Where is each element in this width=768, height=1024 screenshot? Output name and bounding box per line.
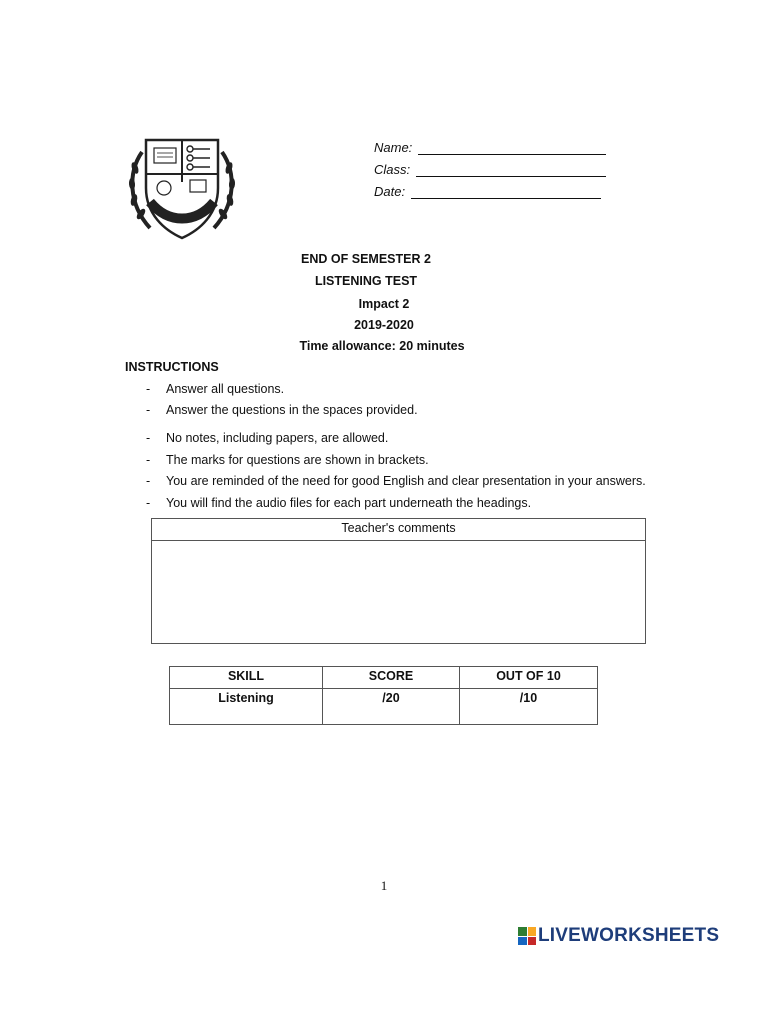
bullet-dash: - [146,431,151,445]
bullet-dash: - [146,403,151,417]
liveworksheets-text: LIVEWORKSHEETS [538,925,720,946]
instruction-text: Answer the questions in the spaces provided. [166,403,418,417]
table-row [170,689,598,725]
teacher-comments-area[interactable] [152,541,645,644]
bullet-dash: - [146,474,151,488]
liveworksheets-icon [518,927,536,945]
instruction-text: Answer all questions. [166,382,285,396]
title-semester: END OF SEMESTER 2 [301,252,431,266]
instruction-item [146,382,284,396]
instruction-item [146,496,531,510]
teacher-comments-box [151,518,646,644]
teacher-comments-header: Teacher's comments [152,519,645,541]
cell-skill: Listening [170,689,323,725]
liveworksheets-logo [518,925,719,947]
page-number: 1 [380,878,388,893]
bullet-dash: - [146,453,151,467]
cell-score[interactable]: /20 [323,689,460,725]
name-blank[interactable] [418,142,606,155]
name-field[interactable] [374,140,606,155]
header-skill: SKILL [170,667,323,689]
instruction-item [146,431,388,445]
date-blank[interactable] [411,186,601,199]
instruction-text: You will find the audio files for each part underneath the headings. [166,496,532,510]
class-blank[interactable] [416,164,606,177]
score-table [169,666,598,725]
instruction-item [146,453,429,467]
bullet-dash: - [146,496,151,510]
instruction-item [146,403,418,417]
bullet-dash: - [146,382,151,396]
instruction-text: You are reminded of the need for good English and clear presentation in your answers. [166,474,646,488]
cell-out-of-10[interactable]: /10 [460,689,598,725]
header-out-of-10: OUT OF 10 [460,667,598,689]
date-field[interactable] [374,184,601,199]
title-year: 2019-2020 [354,318,414,332]
class-field[interactable] [374,162,606,177]
school-crest-logo [124,132,240,244]
title-time: Time allowance: 20 minutes [299,339,465,353]
date-label: Date: [374,184,406,199]
instruction-text: The marks for questions are shown in brackets. [166,453,429,467]
class-label: Class: [374,162,411,177]
instruction-text: No notes, including papers, are allowed. [166,431,389,445]
header-score: SCORE [323,667,460,689]
score-table-header-row [170,667,598,689]
title-book: Impact 2 [358,297,410,311]
title-test: LISTENING TEST [314,274,418,288]
instructions-heading: INSTRUCTIONS [125,360,219,374]
instruction-item [146,474,646,488]
name-label: Name: [374,140,413,155]
